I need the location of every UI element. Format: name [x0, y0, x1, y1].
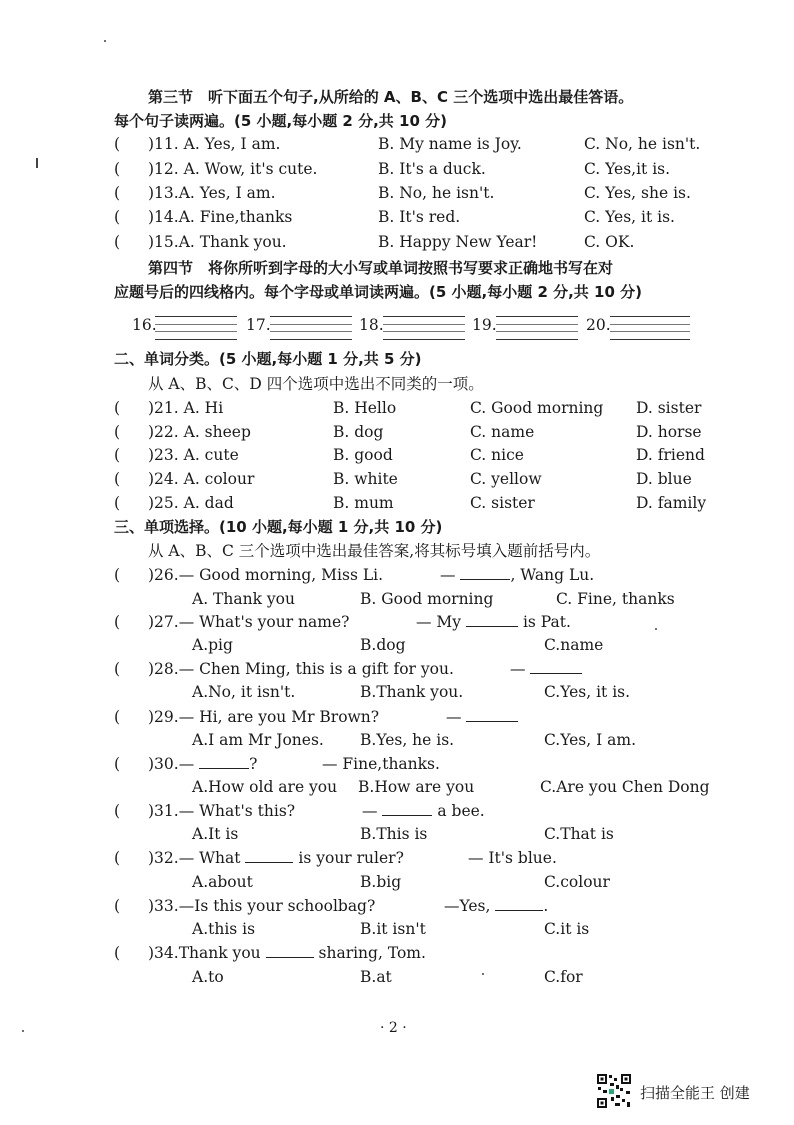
- question-option-a: )13.A. Yes, I am.: [148, 184, 276, 202]
- question-option-b: B. Hello: [333, 399, 397, 417]
- answer-paren[interactable]: (: [114, 660, 121, 678]
- question-option-c: C. yellow: [470, 470, 542, 488]
- question-text: )31.— What's this?: [148, 802, 296, 820]
- answer-paren[interactable]: (: [114, 566, 121, 584]
- question-option-d: D. friend: [636, 446, 705, 464]
- qr-code-icon: [596, 1073, 632, 1109]
- answer-paren[interactable]: (: [114, 897, 121, 915]
- answer-blank[interactable]: [460, 565, 510, 580]
- answer-paren[interactable]: (: [114, 944, 121, 962]
- question-option-b: B. mum: [333, 494, 394, 512]
- question-response: — , Wang Lu.: [440, 566, 595, 584]
- question-option-d: D. blue: [636, 470, 692, 488]
- option-a: A.No, it isn't.: [192, 683, 296, 701]
- four-line-grid[interactable]: [155, 316, 237, 340]
- question-option-a: )23. A. cute: [148, 446, 239, 464]
- question-option-c: C. Yes, she is.: [584, 184, 691, 202]
- scan-mark: [655, 628, 657, 630]
- answer-blank[interactable]: [495, 896, 543, 911]
- question-text: )27.— What's your name?: [148, 613, 350, 631]
- question-text: )29.— Hi, are you Mr Brown?: [148, 708, 380, 726]
- answer-paren[interactable]: (: [114, 423, 121, 441]
- question-option-c: C. sister: [470, 494, 535, 512]
- question-option-b: B. good: [333, 446, 393, 464]
- question-text: )26.— Good morning, Miss Li.: [148, 566, 383, 584]
- part3-heading: 三、单项选择。(10 小题,每小题 1 分,共 10 分): [114, 518, 443, 536]
- question-option-a: )11. A. Yes, I am.: [148, 135, 281, 153]
- question-response: —: [446, 706, 518, 728]
- option-c: C.for: [544, 968, 583, 986]
- question-response: — a bee.: [362, 802, 485, 820]
- option-b: B.big: [360, 873, 402, 891]
- question-option-a: )22. A. sheep: [148, 423, 251, 441]
- question-response: — It's blue.: [468, 849, 557, 867]
- section3-heading-line2: 每个句子读两遍。(5 小题,每小题 2 分,共 10 分): [114, 112, 447, 130]
- option-b: B.Yes, he is.: [360, 731, 455, 749]
- option-b: B.This is: [360, 825, 428, 843]
- part2-instruction: 从 A、B、C、D 四个选项中选出不同类的一项。: [148, 375, 484, 393]
- answer-paren[interactable]: (: [114, 849, 121, 867]
- answer-blank[interactable]: [530, 659, 582, 674]
- scan-mark: [482, 973, 484, 975]
- section4-heading-line1: 第四节 将你所听到字母的大小写或单词按照书写要求正确地书写在对: [148, 259, 614, 277]
- question-option-c: C. No, he isn't.: [584, 135, 701, 153]
- option-c: C.Yes, it is.: [544, 683, 631, 701]
- question-response: — Fine,thanks.: [322, 755, 440, 773]
- question-option-b: B. Happy New Year!: [378, 233, 538, 251]
- option-b: B. Good morning: [360, 590, 494, 608]
- question-option-a: )25. A. dad: [148, 494, 234, 512]
- answer-paren[interactable]: (: [114, 135, 121, 153]
- question-option-d: D. family: [636, 494, 707, 512]
- option-c: C.it is: [544, 920, 590, 938]
- option-a: A.to: [192, 968, 224, 986]
- option-b: B.it isn't: [360, 920, 426, 938]
- question-option-b: B. It's red.: [378, 208, 461, 226]
- scan-mark: [104, 40, 106, 42]
- page-number: · 2 ·: [380, 1020, 407, 1036]
- question-response: —: [510, 658, 582, 680]
- scan-mark: [22, 1030, 24, 1032]
- option-b: B.Thank you.: [360, 683, 464, 701]
- question-text: )34.Thank you sharing, Tom.: [148, 944, 426, 962]
- answer-paren[interactable]: (: [114, 613, 121, 631]
- question-option-b: B. My name is Joy.: [378, 135, 522, 153]
- answer-paren[interactable]: (: [114, 802, 121, 820]
- question-option-b: B. No, he isn't.: [378, 184, 495, 202]
- question-option-c: C. name: [470, 423, 535, 441]
- option-c: C.Yes, I am.: [544, 731, 637, 749]
- question-text: )32.— What is your ruler?: [148, 849, 404, 867]
- answer-paren[interactable]: (: [114, 470, 121, 488]
- question-response: — My is Pat.: [416, 613, 571, 631]
- section4-heading-line2: 应题号后的四线格内。每个字母或单词读两遍。(5 小题,每小题 2 分,共 10 分): [114, 283, 642, 301]
- question-text: )30.— ?: [148, 755, 258, 773]
- option-c: C.name: [544, 636, 604, 654]
- option-c: C. Fine, thanks: [556, 590, 675, 608]
- question-option-a: )12. A. Wow, it's cute.: [148, 160, 318, 178]
- part2-heading: 二、单词分类。(5 小题,每小题 1 分,共 5 分): [114, 350, 422, 368]
- answer-blank[interactable]: [466, 612, 518, 627]
- option-a: A.How old are you: [192, 778, 338, 796]
- answer-paren[interactable]: (: [114, 399, 121, 417]
- part3-instruction: 从 A、B、C 三个选项中选出最佳答案,将其标号填入题前括号内。: [148, 542, 601, 560]
- option-a: A.this is: [192, 920, 256, 938]
- answer-paren[interactable]: (: [114, 208, 121, 226]
- question-option-c: C. Yes,it is.: [584, 160, 671, 178]
- option-a: A.I am Mr Jones.: [192, 731, 324, 749]
- section3-heading-line1: 第三节 听下面五个句子,从所给的 A、B、C 三个选项中选出最佳答语。: [148, 88, 634, 106]
- option-b: B.dog: [360, 636, 406, 654]
- question-option-a: )14.A. Fine,thanks: [148, 208, 293, 226]
- option-a: A. Thank you: [192, 590, 295, 608]
- question-option-c: C. nice: [470, 446, 524, 464]
- answer-blank[interactable]: [382, 801, 432, 816]
- option-a: A.It is: [192, 825, 239, 843]
- question-option-b: B. white: [333, 470, 398, 488]
- four-line-grid[interactable]: [496, 316, 578, 340]
- answer-paren[interactable]: (: [114, 446, 121, 464]
- question-option-a: )24. A. colour: [148, 470, 255, 488]
- question-option-a: )15.A. Thank you.: [148, 233, 287, 251]
- answer-blank[interactable]: [466, 707, 518, 722]
- answer-paren[interactable]: (: [114, 494, 121, 512]
- question-option-d: D. sister: [636, 399, 702, 417]
- question-option-d: D. horse: [636, 423, 702, 441]
- option-c: C.Are you Chen Dong: [540, 778, 710, 796]
- answer-paren[interactable]: (: [114, 160, 121, 178]
- scan-mark: [36, 158, 38, 168]
- scanner-watermark: 扫描全能王 创建: [640, 1084, 750, 1102]
- question-option-b: B. dog: [333, 423, 384, 441]
- grid-number: 18.: [359, 316, 384, 334]
- question-option-b: B. It's a duck.: [378, 160, 486, 178]
- option-b: B.How are you: [358, 778, 475, 796]
- four-line-grid[interactable]: [383, 316, 465, 340]
- grid-number: 20.: [586, 316, 611, 334]
- answer-blank[interactable]: [266, 943, 314, 958]
- question-option-a: )21. A. Hi: [148, 399, 224, 417]
- question-option-c: C. OK.: [584, 233, 635, 251]
- answer-blank[interactable]: [245, 848, 293, 863]
- option-c: C.colour: [544, 873, 610, 891]
- question-option-c: C. Good morning: [470, 399, 604, 417]
- option-b: B.at: [360, 968, 392, 986]
- grid-number: 19.: [472, 316, 497, 334]
- answer-paren[interactable]: (: [114, 755, 121, 773]
- option-a: A.about: [192, 873, 253, 891]
- answer-blank[interactable]: [199, 754, 249, 769]
- option-a: A.pig: [192, 636, 233, 654]
- question-option-c: C. Yes, it is.: [584, 208, 675, 226]
- four-line-grid[interactable]: [610, 316, 690, 340]
- option-c: C.That is: [544, 825, 614, 843]
- question-text: )28.— Chen Ming, this is a gift for you.: [148, 660, 454, 678]
- four-line-grid[interactable]: [270, 316, 352, 340]
- grid-number: 16.: [132, 316, 157, 334]
- answer-paren[interactable]: (: [114, 184, 121, 202]
- grid-number: 17.: [246, 316, 271, 334]
- question-text: )33.—Is this your schoolbag?: [148, 897, 376, 915]
- question-response: —Yes, .: [444, 897, 549, 915]
- answer-paren[interactable]: (: [114, 233, 121, 251]
- answer-paren[interactable]: (: [114, 708, 121, 726]
